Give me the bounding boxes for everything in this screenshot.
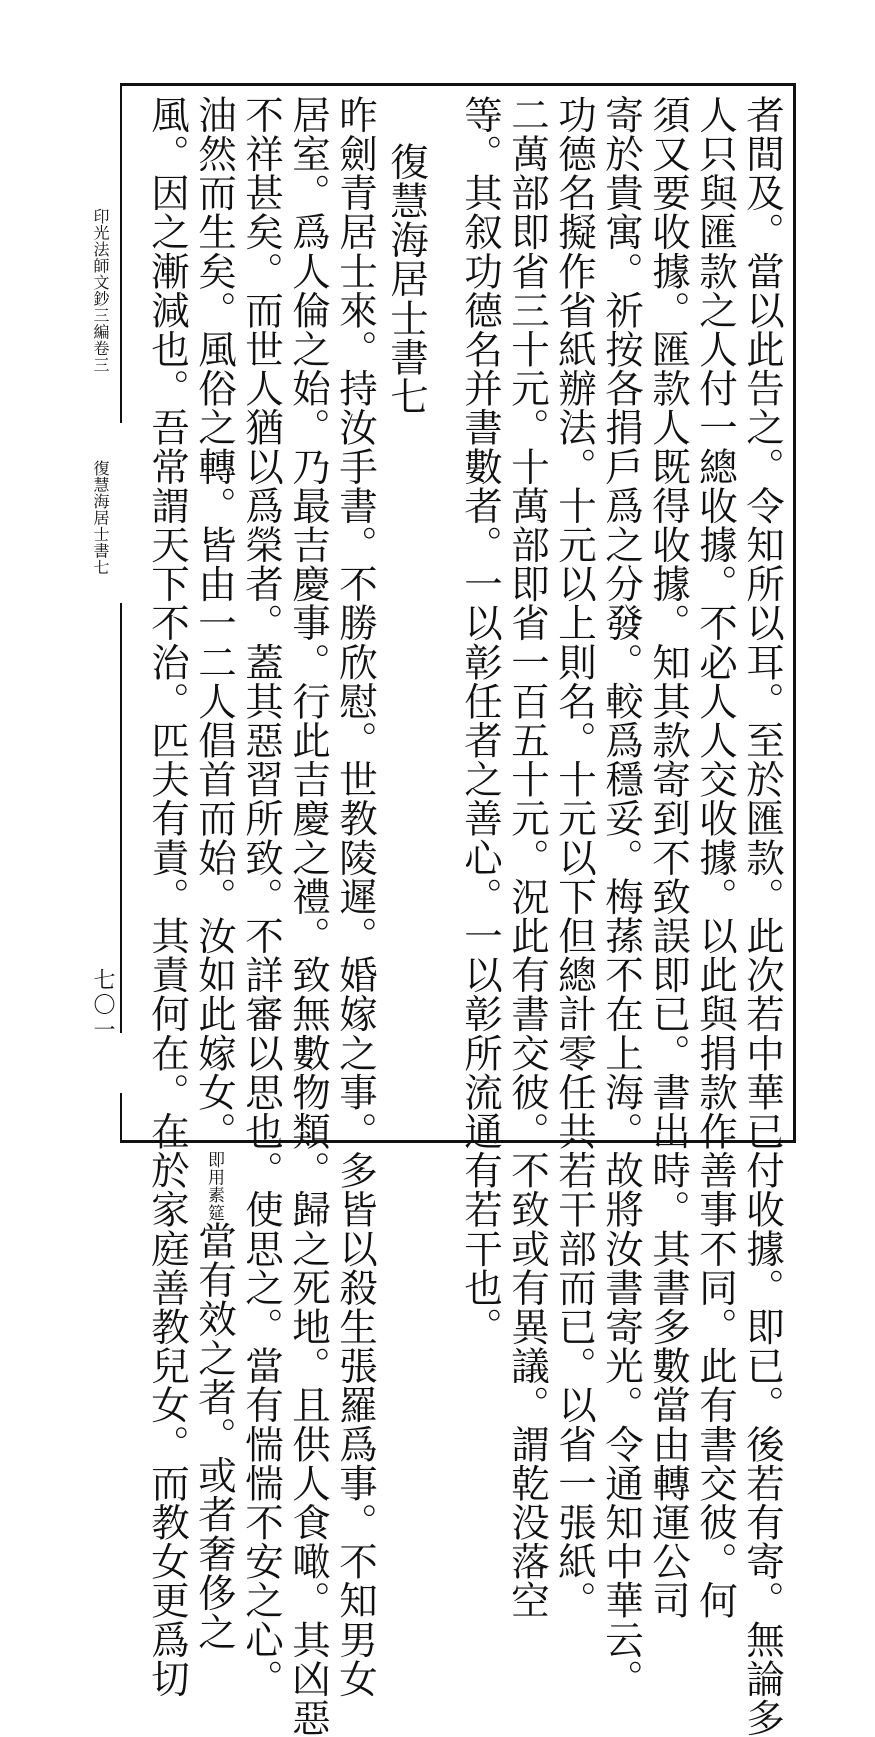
text-column-12: 風。因之漸減也。吾常謂天下不治。匹夫有責。其責何在。在於家庭善教兒女。而教女更爲切: [145, 95, 190, 1699]
interlinear-note-left: 素筵: [204, 1185, 224, 1222]
text-column-5: 功德名擬作省紙辦法。十元以上則名。十元以下但總計零任共若干部而已。以省一張紙。: [552, 95, 597, 1620]
frame-left-rule: [120, 1093, 122, 1143]
column-11-text-before: 油然而生矣。風俗之轉。皆由一二人倡首而始。汝如此嫁女。: [192, 95, 237, 1151]
letter-title-margin: 復慧海居士書七: [91, 460, 110, 576]
text-column-7: 等。其叙功德名并書數者。一以彰任者之善心。一以彰所流通有若干也。: [458, 95, 503, 1347]
text-column-10: 不祥甚矣。而世人猶以爲榮者。蓋其惡習所致。不詳審以思也。使思之。當有惴惴不安之心。: [239, 95, 284, 1699]
text-column-1: 者間及。當以此告之。令知所以耳。至於匯款。此次若中華已付收據。即已。後若有寄。無論多: [740, 95, 785, 1737]
frame-left-rule: [120, 83, 122, 423]
book-title-margin: 印光法師文鈔三編卷三: [91, 208, 110, 373]
column-11-text-after: 當有效之者。或者奢侈之: [192, 1221, 237, 1652]
frame-top-rule: [120, 83, 796, 86]
text-column-9: 居室。爲人倫之始。乃最吉慶事。行此吉慶之禮。致無數物類。歸之死地。且供人食噉。其凶惡: [286, 95, 331, 1737]
frame-right-rule: [793, 83, 796, 1143]
text-column-3: 須又要收據。匯款人既得收據。知其款寄到不致誤即已。書出時。其書多數當由轉運公司: [646, 95, 691, 1620]
frame-left-rule: [120, 603, 122, 1033]
section-title: 復慧海居士書七: [384, 142, 429, 416]
text-column-11: [192, 95, 237, 1651]
text-column-8: 昨劍青居士來。持汝手書。不勝欣慰。世教陵遲。婚嫁之事。多皆以殺生張羅爲事。不知男女: [333, 95, 378, 1699]
interlinear-note: [204, 1151, 223, 1221]
text-column-4: 寄於貴寓。祈按各捐戶爲之分發。較爲穩妥。梅蓀不在上海。故將汝書寄光。令通知中華云。: [599, 95, 644, 1699]
text-column-2: 人只與匯款之人付一總收據。不必人人交收據。以此與捐款作善事不同。此有書交彼。何: [693, 95, 738, 1620]
page-number: 七〇一: [90, 968, 115, 1043]
text-column-6: 二萬部即省三十元。十萬部即省一百五十元。況此有書交彼。不致或有異議。謂乾没落空: [505, 95, 550, 1620]
interlinear-note-right: 即用: [204, 1150, 224, 1186]
